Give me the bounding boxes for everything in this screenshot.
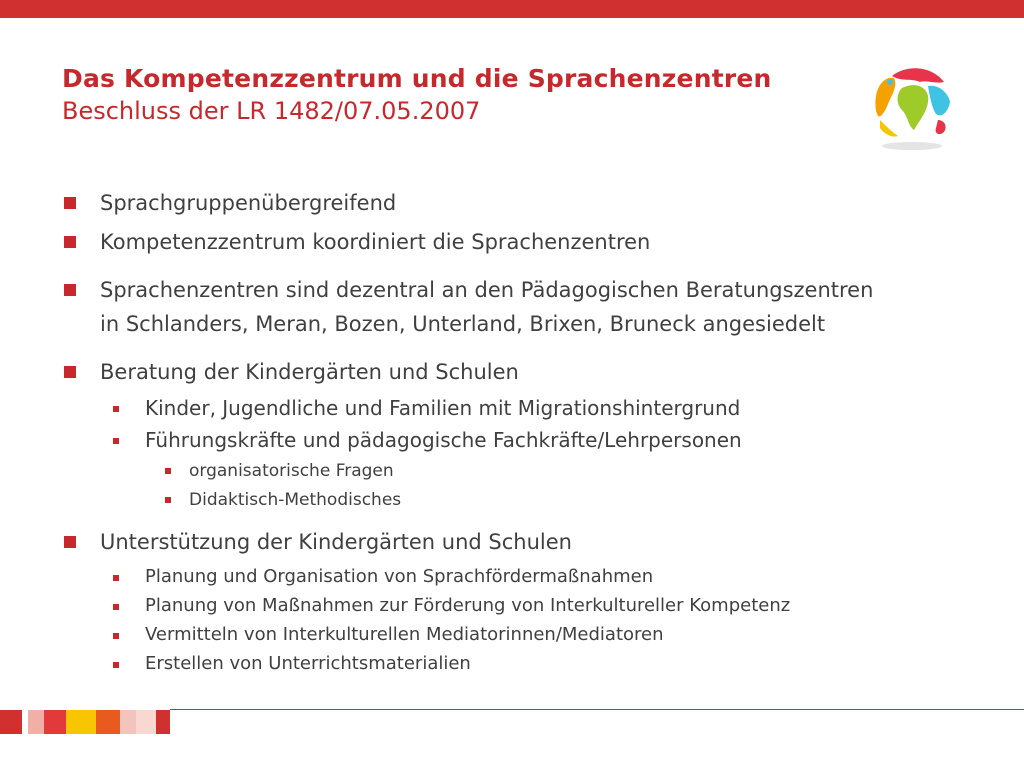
footer-block	[44, 710, 66, 734]
small-square-bullet-icon	[113, 438, 119, 444]
square-bullet-icon	[64, 197, 76, 209]
small-square-bullet-icon	[113, 575, 119, 581]
square-bullet-icon	[64, 536, 76, 548]
footer-block	[156, 710, 170, 734]
slide-title: Das Kompetenzzentrum und die Sprachenzentren	[62, 64, 772, 93]
square-bullet-icon	[64, 284, 76, 296]
footer-divider	[170, 709, 1024, 710]
footer-block	[66, 710, 96, 734]
square-bullet-icon	[64, 236, 76, 248]
footer-block	[120, 710, 136, 734]
small-square-bullet-icon	[165, 497, 171, 503]
small-square-bullet-icon	[113, 604, 119, 610]
footer-block	[28, 710, 44, 734]
small-square-bullet-icon	[113, 406, 119, 412]
footer-block	[96, 710, 120, 734]
small-square-bullet-icon	[113, 633, 119, 639]
globe-icon	[862, 56, 962, 156]
slide-subtitle: Beschluss der LR 1482/07.05.2007	[62, 97, 481, 125]
footer-block	[0, 710, 22, 734]
top-accent-bar	[0, 0, 1024, 18]
small-square-bullet-icon	[165, 468, 171, 474]
square-bullet-icon	[64, 366, 76, 378]
small-square-bullet-icon	[113, 662, 119, 668]
footer-color-stripe	[0, 710, 170, 734]
footer-block	[136, 710, 156, 734]
